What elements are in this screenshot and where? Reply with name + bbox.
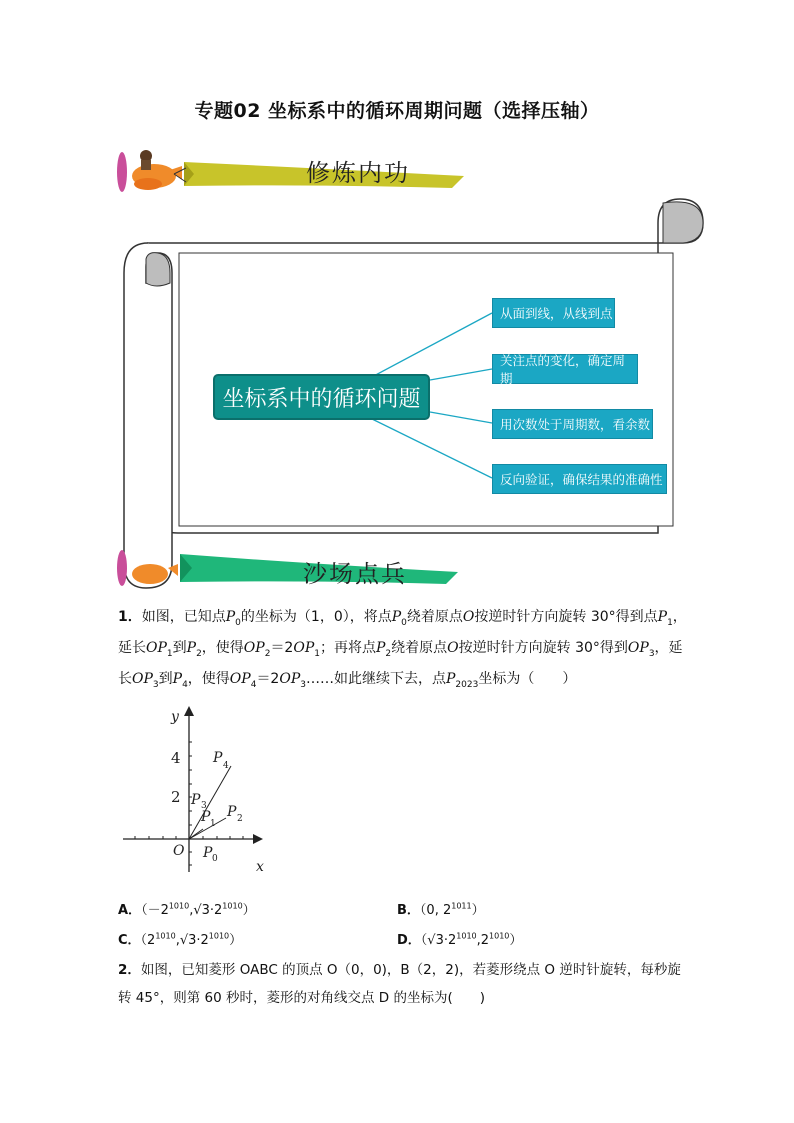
question-1-line-1: 1．如图，已知点$P_0$的坐标为（1，0），将点$P_0$绕着原点O按逆时针方向旋转 30°得到点$P_1$，: [118, 609, 687, 628]
label-p3: P: [191, 792, 201, 808]
plane-icon-2: [117, 550, 178, 586]
banner-title-1: 修炼内功: [306, 159, 410, 187]
option-b[interactable]: B．（0, $2^{1011}$）: [397, 901, 485, 918]
question-2-line-1: 2．如图，已知菱形 OABC 的顶点 O（0，0)，B（2，2)，若菱形绕点 O 逆时针旋转，每秒旋: [118, 962, 681, 978]
x-axis-label: x: [256, 859, 264, 875]
label-p4: P: [213, 750, 223, 766]
sub-p4: 4: [223, 761, 229, 771]
label-p2: P: [227, 804, 237, 820]
ray-op1: [189, 829, 203, 839]
coordinate-graph: [115, 700, 275, 880]
y-axis-label: y: [171, 709, 179, 725]
mindmap-node-4: 反向验证，确保结果的准确性: [492, 464, 667, 494]
origin-label: O: [173, 843, 185, 859]
tick-label-4: 4: [171, 749, 181, 767]
option-d[interactable]: D．$(√3\cdot 2^{1010},2^{1010})$: [397, 931, 523, 948]
label-p1: P: [201, 809, 211, 825]
y-axis-arrow: [184, 706, 194, 716]
mindmap-node-2: 关注点的变化，确定周期: [492, 354, 638, 384]
tick-label-2: 2: [171, 788, 181, 806]
banner-title-2: 沙场点兵: [303, 560, 407, 588]
banner-plane-graphic-2: [112, 546, 472, 592]
question-1-line-2: 延长$OP_1$到$P_2$，使得$OP_2=2OP_1$；再将点$P_2$绕着原点O按逆时针方向旋转 30°得到$OP_3$，延: [118, 640, 683, 659]
page-title: 专题02 坐标系中的循环周期问题（选择压轴）: [194, 100, 600, 122]
x-axis-arrow: [253, 834, 263, 844]
mindmap-node-1: 从面到线，从线到点: [492, 298, 615, 328]
question-1-line-3: 长$OP_3$到$P_4$，使得$OP_4=2OP_3\dots\dots$如此继续下去，点$P_{2023}$坐标为（ ）: [118, 671, 577, 690]
question-2-line-2: 转 45°，则第 60 秒时，菱形的对角线交点 D 的坐标为( ): [118, 990, 485, 1006]
option-a[interactable]: A．$(-2^{1010},√3\cdot 2^{1010})$: [118, 901, 256, 918]
mindmap-center-node: 坐标系中的循环问题: [213, 374, 430, 420]
sub-p1: 1: [210, 819, 216, 829]
mindmap-node-3: 用次数处于周期数，看余数: [492, 409, 653, 439]
sub-p3: 3: [201, 801, 207, 811]
sub-p0: 0: [212, 854, 218, 864]
label-p0: P: [203, 845, 213, 861]
sub-p2: 2: [237, 814, 243, 824]
option-c[interactable]: C．$(2^{1010},√3\cdot 2^{1010})$: [118, 931, 243, 948]
